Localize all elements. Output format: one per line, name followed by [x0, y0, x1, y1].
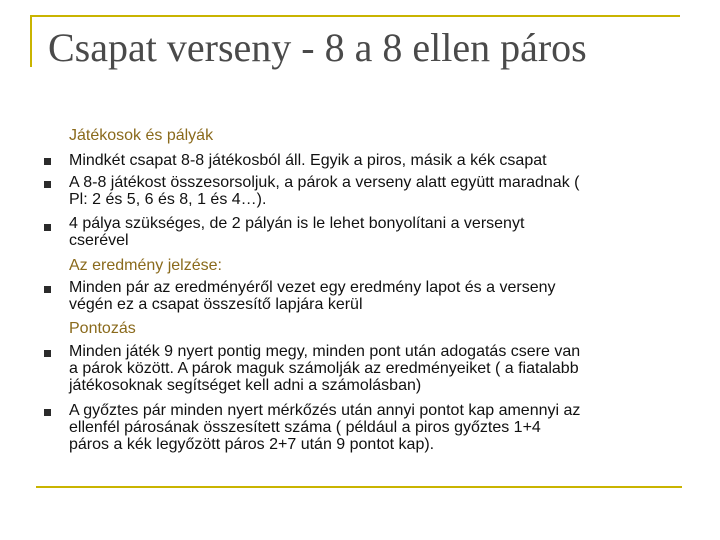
top-accent-rule — [30, 15, 680, 17]
square-bullet-icon — [44, 409, 51, 416]
square-bullet-icon — [44, 158, 51, 165]
section-heading-result: Az eredmény jelzése: — [69, 257, 222, 274]
square-bullet-icon — [44, 350, 51, 357]
section-heading-players: Játékosok és pályák — [69, 127, 214, 144]
bottom-accent-rule — [36, 486, 682, 488]
slide-title: Csapat verseny - 8 a 8 ellen páros — [48, 25, 587, 70]
bullet-text-courts-line1: 4 pálya szükséges, de 2 pályán is le lehet bonyolítani a versenyt — [69, 215, 525, 232]
square-bullet-icon — [44, 181, 51, 188]
bullet-text-scoresheet-line2: végén ez a csapat összesítő lapjára kerül — [69, 296, 363, 313]
bullet-text-courts-line2: cserével — [69, 232, 129, 249]
bullet-text-game-line1: Minden játék 9 nyert pontig megy, minden pont után adogatás csere van — [69, 343, 581, 360]
vertical-accent-rule — [30, 15, 32, 67]
square-bullet-icon — [44, 286, 51, 293]
bullet-text-points-line1: A győztes pár minden nyert mérkőzés után annyi pontot kap amennyi az — [69, 402, 581, 419]
bullet-text-game-line3: játékosoknak segítséget kell adni a számolásban) — [69, 377, 422, 394]
bullet-text-pairs-line2: Pl: 2 és 5, 6 és 8, 1 és 4…). — [69, 191, 267, 208]
bullet-text-teams: Mindkét csapat 8-8 játékosból áll. Egyik a piros, másik a kék csapat — [69, 152, 547, 169]
section-heading-scoring: Pontozás — [69, 320, 136, 337]
square-bullet-icon — [44, 224, 51, 231]
bullet-text-game-line2: a párok között. A párok maguk számolják az eredményeiket ( a fiatalabb — [69, 360, 579, 377]
bullet-text-points-line3: páros a kék legyőzött páros 2+7 után 9 pontot kap). — [69, 436, 435, 453]
bullet-text-points-line2: ellenfél párosának összesített száma ( például a piros győztes 1+4 — [69, 419, 541, 436]
bullet-text-pairs-line1: A 8-8 játékost összesorsoljuk, a párok a verseny alatt együtt maradnak ( — [69, 174, 580, 191]
bullet-text-scoresheet-line1: Minden pár az eredményéről vezet egy eredmény lapot és a verseny — [69, 279, 556, 296]
